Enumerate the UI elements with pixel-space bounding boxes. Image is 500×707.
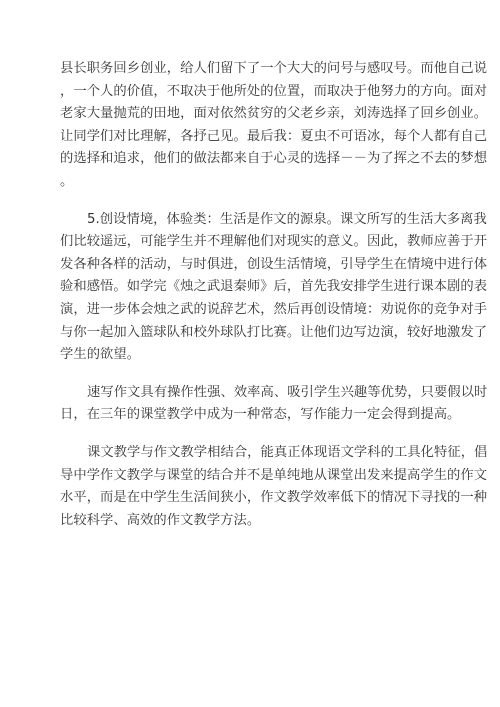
paragraph-spacer (60, 367, 442, 382)
paragraph-4 (60, 442, 488, 532)
paragraph-line: 水平，而是在中学生生活间狭小，作文教学效率低下的情况下寻找的一种 (60, 490, 488, 506)
paragraph-line: 的选择和追求，他们的做法都来自于心灵的选择－－为了挥之不去的梦想 (60, 151, 488, 167)
paragraph-line: 让同学们对比理解，各抒己见。最后我：夏虫不可语冰，每个人都有自己 (60, 128, 488, 144)
paragraph-line: 。 (60, 173, 74, 189)
paragraph-line: 日，在三年的课堂教学中成为一种常态，写作能力一定会得到提高。 (60, 407, 461, 423)
paragraph-line: 验和感悟。如学完《烛之武退秦师》后，首先我安排学生进行课本剧的表 (60, 279, 488, 295)
paragraph-line: 学生的欲望。 (60, 347, 141, 363)
paragraph-line: 与你一起加入篮球队和校外球队打比赛。让他们边写边演，较好地激发了 (60, 324, 488, 340)
paragraph-line: ，一个人的价值，不取决于他所处的位置，而取决于他努力的方向。面对 (60, 83, 488, 99)
paragraph-spacer (60, 194, 442, 209)
paragraph-line: 比较科学、高效的作文教学方法。 (60, 512, 261, 528)
paragraph-1 (60, 58, 488, 194)
document-body (60, 58, 488, 532)
paragraph-line: 县长职务回乡创业，给人们留下了一个大大的问号与感叹号。而他自己说 (60, 61, 488, 76)
paragraph-line: 们比较遥远，可能学生并不理解他们对现实的意义。因此，教师应善于开 (60, 234, 488, 250)
paragraph-2 (60, 209, 488, 367)
paragraph-line: 老家大量抛荒的田地，面对依然贫穷的父老乡亲，刘涛选择了回乡创业。 (60, 106, 488, 122)
paragraph-line: 课文教学与作文教学相结合，能真正体现语文学科的工具化特征，倡 (87, 444, 488, 460)
paragraph-line: 导中学作文教学与课堂的结合并不是单纯地从课堂出发来提高学生的作文 (60, 467, 488, 483)
paragraph-spacer (60, 427, 442, 442)
paragraph-line: 演，进一步体会烛之武的说辞艺术，然后再创设情境：劝说你的竞争对手 (60, 301, 488, 317)
paragraph-line: 5.创设情境，体验类：生活是作文的源泉。课文所写的生活大多离我 (87, 211, 487, 227)
paragraph-line: 发各种各样的活动，与时俱进，创设生活情境，引导学生在情境中进行体 (60, 256, 488, 272)
paragraph-3 (60, 382, 488, 427)
paragraph-line: 速写作文具有操作性强、效率高、吸引学生兴趣等优势，只要假以时 (87, 384, 488, 400)
